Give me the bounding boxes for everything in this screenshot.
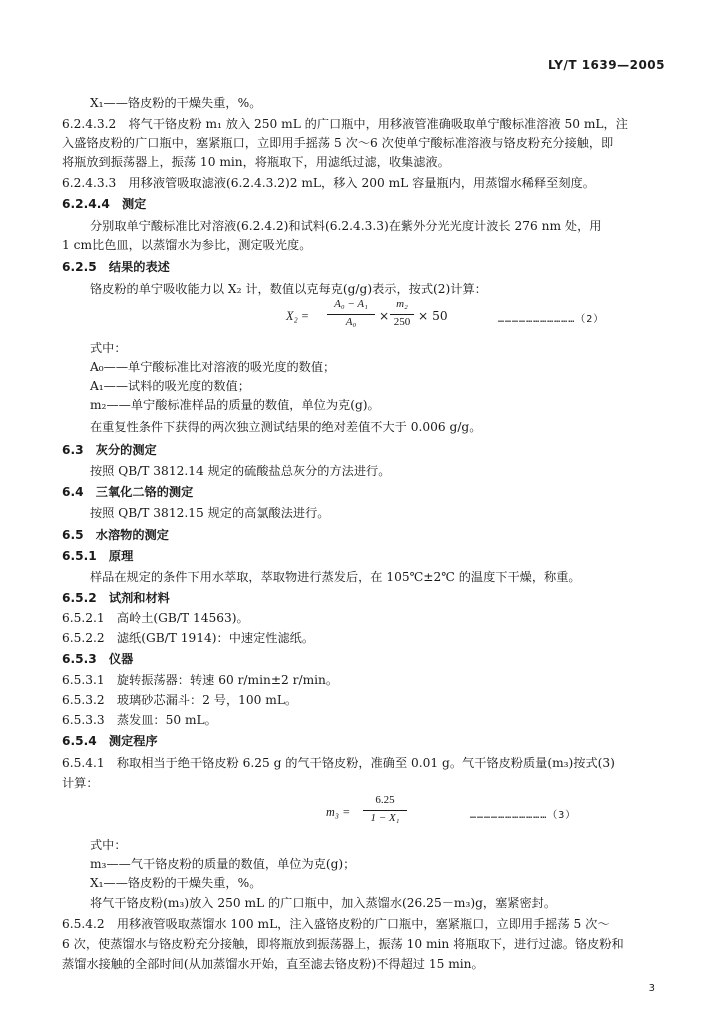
formula-lhs: m₃ = <box>326 805 351 819</box>
section-number: 6.5.2 <box>62 591 97 605</box>
section-heading-6-4 <box>62 484 193 500</box>
section-heading-6-2-4-4 <box>62 196 146 212</box>
variable-definition: m₂——单宁酸标准样品的质量的数值，单位为克(g)。 <box>90 398 380 412</box>
page-number: 3 <box>648 983 655 994</box>
clause-6-5-2-2: 6.5.2.2 滤纸(GB/T 1914)：中速定性滤纸。 <box>62 631 315 645</box>
formula-denominator: 250 <box>393 316 411 328</box>
section-heading-6-5-4 <box>62 733 158 749</box>
paragraph-line: 分别取单宁酸标准比对溶液(6.2.4.2)和试料(6.2.4.3.3)在紫外分光光度计波长 276 nm 处，用 <box>90 219 602 233</box>
clause-6-5-3-1: 6.5.3.1 旋转振荡器：转速 60 r/min±2 r/min。 <box>62 673 339 687</box>
repeatability-statement: 在重复性条件下获得的两次独立测试结果的绝对差值不大于 0.006 g/g。 <box>90 420 482 434</box>
variable-definition: A₁——试料的吸光度的数值； <box>90 379 250 393</box>
formula-number: ……………………………（2） <box>498 314 605 325</box>
paragraph-line: 铬皮粉的单宁吸收能力以 X₂ 计，数值以克每克(g/g)表示，按式(2)计算： <box>90 282 487 296</box>
section-heading-6-5 <box>62 527 169 543</box>
paragraph-line: 蒸馏水接触的全部时间(从加蒸馏水开始，直至滤去铬皮粉)不得超过 15 min。 <box>62 957 484 971</box>
where-label: 式中： <box>90 838 127 852</box>
clause-6-5-3-3: 6.5.3.3 蒸发皿：50 mL。 <box>62 713 217 727</box>
section-title: 原理 <box>108 549 134 563</box>
section-number: 6.5.4 <box>62 734 97 748</box>
section-title: 结果的表述 <box>108 260 170 274</box>
paragraph-line: 6 次，使蒸馏水与铬皮粉充分接触，即将瓶放到振荡器上，振荡 10 min 将瓶取下，进行过滤。铬皮粉和 <box>62 937 624 951</box>
standard-code-header: LY/T 1639—2005 <box>547 58 665 72</box>
variable-definition: A₀——单宁酸标准比对溶液的吸光度的数值； <box>90 360 336 374</box>
section-title: 灰分的测定 <box>95 443 157 457</box>
section-title: 水溶物的测定 <box>95 528 169 542</box>
section-title: 试剂和材料 <box>108 591 170 605</box>
section-number: 6.5.3 <box>62 652 97 666</box>
formula-lhs: X₂ = <box>286 309 309 323</box>
fraction-bar <box>363 810 407 811</box>
section-number: 6.3 <box>62 443 84 457</box>
section-title: 三氧化二铬的测定 <box>95 485 194 499</box>
paragraph-line: 计算： <box>62 776 99 790</box>
section-number: 6.4 <box>62 485 84 499</box>
paragraph-line: 将瓶放到振荡器上，振荡 10 min，将瓶取下，用滤纸过滤，收集滤液。 <box>62 155 450 169</box>
formula-tail: × 50 <box>418 309 448 323</box>
clause-6-2-4-3-2: 6.2.4.3.2 将气干铬皮粉 m₁ 放入 250 mL 的广口瓶中，用移液管准确吸取单宁酸标准溶液 50 mL，注 <box>62 117 628 131</box>
fraction-bar <box>327 314 375 315</box>
times-sign: × <box>379 309 390 323</box>
formula-number: ……………………………（3） <box>470 810 577 821</box>
section-number: 6.5 <box>62 528 84 542</box>
variable-definition: m₃——气干铬皮粉的质量的数值，单位为克(g)； <box>90 857 356 871</box>
section-heading-6-2-5 <box>62 259 170 275</box>
paragraph-line: 入盛铬皮粉的广口瓶中，塞紧瓶口，立即用手摇荡 5 次～6 次使单宁酸标准溶液与铬皮粉充分接触，即 <box>62 136 614 150</box>
paragraph-line: 样品在规定的条件下用水萃取，萃取物进行蒸发后，在 105℃±2℃ 的温度下干燥，称重。 <box>90 570 581 584</box>
clause-6-5-3-2: 6.5.3.2 玻璃砂芯漏斗：2 号，100 mL。 <box>62 693 298 707</box>
clause-6-5-4-2: 6.5.4.2 用移液管吸取蒸馏水 100 mL，注入盛铬皮粉的广口瓶中，塞紧瓶口，立即用手摇荡 5 次～ <box>62 917 610 931</box>
section-heading-6-5-3 <box>62 651 133 667</box>
section-heading-6-3 <box>62 442 157 458</box>
section-number: 6.2.4.4 <box>62 197 110 211</box>
clause-6-5-4-1: 6.5.4.1 称取相当于绝干铬皮粉 6.25 g 的气干铬皮粉，准确至 0.01 g。气干铬皮粉质量(m₃)按式(3) <box>62 756 615 770</box>
section-number: 6.5.1 <box>62 549 97 563</box>
clause-6-5-2-1: 6.5.2.1 高岭土(GB/T 14563)。 <box>62 611 249 625</box>
section-title: 测定程序 <box>108 734 158 748</box>
formula-numerator: 6.25 <box>375 794 395 806</box>
formula-denominator: 1 − X₁ <box>370 812 400 824</box>
formula-numerator: A₀ − A₁ <box>334 298 368 310</box>
clause-6-2-4-3-3: 6.2.4.3.3 用移液管吸取滤液(6.2.4.3.2)2 mL，移入 200 mL 容量瓶内，用蒸馏水稀释至刻度。 <box>62 176 595 190</box>
paragraph-line: 按照 QB/T 3812.15 规定的高氯酸法进行。 <box>90 506 330 520</box>
variable-definition: X₁——铬皮粉的干燥失重，%。 <box>90 96 262 110</box>
formula-numerator: m₂ <box>396 298 408 310</box>
variable-definition: X₁——铬皮粉的干燥失重，%。 <box>90 876 262 890</box>
paragraph-line: 将气干铬皮粉(m₃)放入 250 mL 的广口瓶中，加入蒸馏水(26.25－m₃)g，塞紧密封。 <box>90 896 557 910</box>
fraction-bar <box>390 314 414 315</box>
paragraph-line: 1 cm比色皿，以蒸馏水为参比，测定吸光度。 <box>62 238 312 252</box>
section-number: 6.2.5 <box>62 260 97 274</box>
where-label: 式中： <box>90 341 127 355</box>
formula-denominator: A₀ <box>345 316 357 328</box>
section-heading-6-5-1 <box>62 548 133 564</box>
section-heading-6-5-2 <box>62 590 170 606</box>
section-title: 测定 <box>122 197 147 211</box>
paragraph-line: 按照 QB/T 3812.14 规定的硫酸盐总灰分的方法进行。 <box>90 464 391 478</box>
section-title: 仪器 <box>108 652 134 666</box>
